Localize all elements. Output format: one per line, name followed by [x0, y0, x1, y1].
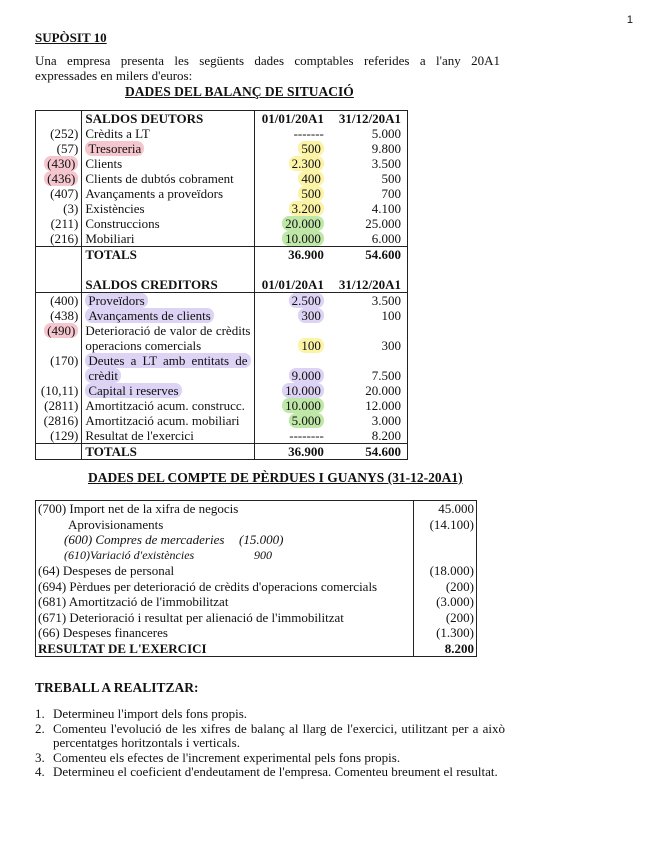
pl-label: (681) Amortització de l'immobilitzat — [38, 594, 229, 609]
spacer-row — [36, 262, 408, 277]
account-label: Clients — [85, 156, 123, 171]
pl-total-row — [36, 641, 477, 657]
balance-row — [36, 323, 408, 338]
balance-row — [36, 216, 408, 231]
account-label: Clients de dubtós cobrament — [85, 171, 234, 186]
value-closing: 3.000 — [371, 413, 401, 428]
value-opening: 400 — [298, 171, 324, 186]
pl-amount: (200) — [414, 610, 477, 626]
balance-row-cont — [36, 368, 408, 383]
value-opening: 2.300 — [289, 156, 324, 171]
account-code: (57) — [56, 141, 79, 156]
account-code: (438) — [50, 308, 79, 323]
totals-row — [36, 444, 408, 460]
account-code: (2811) — [44, 398, 79, 413]
value-opening: ------- — [293, 126, 324, 141]
value-closing: 9.800 — [371, 141, 401, 156]
account-code: (252) — [50, 126, 79, 141]
account-code: (3) — [63, 201, 79, 216]
pl-amount: 45.000 — [414, 501, 477, 517]
account-label: Capital i reserves — [85, 383, 181, 398]
account-label: crèdit — [85, 368, 121, 383]
account-label: Tresoreria — [85, 141, 144, 156]
pl-label: RESULTAT DE L'EXERCICI — [38, 640, 207, 656]
account-label: Deutes a LT amb entitats de — [85, 353, 250, 368]
account-label: Deterioració de valor de crèdits — [85, 323, 251, 338]
pl-row — [36, 625, 477, 641]
balance-row — [36, 308, 408, 323]
pl-label: (600) Compres de mercaderies — [64, 532, 225, 547]
task-item — [35, 707, 505, 722]
account-label: Construccions — [85, 216, 160, 231]
pl-row — [36, 517, 477, 533]
pl-row — [36, 563, 477, 579]
balance-row — [36, 201, 408, 216]
value-closing: 12.000 — [365, 398, 401, 413]
balance-row — [36, 156, 408, 171]
pl-amount: (1.300) — [414, 625, 477, 641]
task-text: Determineu l'import dels fons propis. — [53, 706, 248, 721]
balance-sheet-table — [35, 110, 408, 460]
task-number: 1. — [35, 706, 45, 721]
value-opening: 10.000 — [282, 398, 324, 413]
page-number: 1 — [626, 14, 633, 26]
pl-amount: (3.000) — [414, 594, 477, 610]
balance-row — [36, 293, 408, 309]
task-text: Comenteu els efectes de l'increment experimental pels fons propis. — [53, 749, 401, 765]
value-opening: 500 — [298, 186, 324, 201]
totals-label: TOTALS — [85, 444, 137, 459]
pl-row — [36, 548, 477, 564]
account-code: (2816) — [43, 413, 79, 428]
total-closing: 54.600 — [365, 444, 401, 459]
column-date: 31/12/20A1 — [338, 277, 401, 292]
value-closing: 8.200 — [371, 428, 401, 443]
pl-heading: DADES DEL COMPTE DE PÈRDUES I GUANYS (31-12-20A1) — [88, 470, 463, 485]
value-closing: 100 — [381, 308, 401, 323]
account-code: (170) — [50, 353, 79, 368]
account-label: Existències — [85, 201, 145, 216]
total-closing: 54.600 — [365, 247, 401, 262]
balance-row — [36, 231, 408, 247]
value-opening: 10.000 — [282, 231, 324, 246]
balance-heading: DADES DEL BALANÇ DE SITUACIÓ — [125, 84, 354, 99]
pl-amount: (14.100) — [414, 517, 477, 533]
pl-label: (700) Import net de la xifra de negocis — [38, 501, 239, 516]
pl-label: (66) Despeses financeres — [38, 625, 168, 640]
exercise-title: SUPÒSIT 10 — [35, 30, 107, 45]
balance-row — [36, 186, 408, 201]
column-date: 31/12/20A1 — [338, 111, 401, 126]
value-closing: 3.500 — [371, 156, 401, 171]
value-opening: 5.000 — [289, 413, 324, 428]
account-code: (400) — [50, 293, 79, 308]
account-code: (10,11) — [40, 383, 79, 398]
account-label: Amortització acum. mobiliari — [85, 413, 240, 428]
pl-label: (671) Deterioració i resultat per alienació de l'immobilitzat — [38, 609, 344, 625]
value-opening: 500 — [298, 141, 324, 156]
account-label: Amortització acum. construcc. — [85, 398, 245, 413]
value-closing: 6.000 — [371, 231, 401, 246]
account-label: Avançaments a proveïdors — [85, 186, 223, 201]
task-text: Determineu el coeficient d'endeutament de l'empresa. Comenteu breument el resultat. — [53, 764, 498, 779]
account-label: Mobiliari — [85, 231, 135, 246]
pl-label: Aprovisionaments — [68, 516, 164, 532]
value-opening: 2.500 — [289, 293, 324, 308]
intro-text: Una empresa presenta les següents dades comptables referides a l'any 20A1 — [35, 53, 500, 68]
pl-label: (610)Variació d'existències — [64, 547, 195, 562]
column-date: 01/01/20A1 — [261, 277, 324, 292]
value-closing: 5.000 — [371, 126, 401, 141]
account-code: (436) — [44, 171, 78, 186]
section-header-row — [36, 111, 408, 127]
account-code: (490) — [44, 323, 78, 338]
account-label: Proveïdors — [85, 293, 147, 308]
account-code: (211) — [50, 216, 79, 231]
section-header: SALDOS DEUTORS — [85, 111, 204, 126]
pl-label: (694) Pèrdues per deterioració de crèdits d'operacions comercials — [38, 578, 378, 594]
value-closing: 25.000 — [365, 216, 401, 231]
totals-row — [36, 247, 408, 263]
balance-row — [36, 398, 408, 413]
balance-row-cont — [36, 338, 408, 353]
task-number: 3. — [35, 749, 45, 765]
pl-row — [36, 594, 477, 610]
value-opening: -------- — [289, 428, 324, 443]
balance-row — [36, 383, 408, 398]
totals-label: TOTALS — [85, 247, 137, 262]
task-item — [35, 722, 505, 751]
value-closing: 3.500 — [371, 293, 401, 308]
value-closing: 4.100 — [371, 201, 401, 216]
value-opening: 20.000 — [282, 216, 324, 231]
pl-row — [36, 532, 477, 548]
task-item — [35, 751, 505, 766]
balance-row — [36, 141, 408, 156]
tasks-list — [35, 707, 505, 780]
pl-sub-amount: (15.000) — [239, 532, 284, 547]
value-opening: 300 — [298, 308, 324, 323]
balance-row — [36, 413, 408, 428]
pl-amount: 8.200 — [414, 641, 477, 657]
section-header-row — [36, 277, 408, 293]
value-opening: 100 — [298, 338, 324, 353]
value-opening: 3.200 — [289, 201, 324, 216]
account-label: Crèdits a LT — [85, 126, 150, 141]
pl-sub-amount: 900 — [254, 547, 272, 562]
total-opening: 36.900 — [288, 444, 324, 459]
value-opening: 9.000 — [289, 368, 324, 383]
account-label: Avançaments de clients — [85, 308, 214, 323]
column-date: 01/01/20A1 — [261, 111, 324, 126]
account-code: (430) — [44, 156, 78, 171]
account-code: (129) — [50, 428, 79, 443]
balance-row — [36, 126, 408, 141]
tasks-heading: TREBALL A REALITZAR: — [35, 680, 199, 695]
pl-row — [36, 579, 477, 595]
pl-label: (64) Despeses de personal — [38, 563, 175, 578]
pl-amount: (18.000) — [414, 563, 477, 579]
account-label: operacions comercials — [85, 338, 202, 353]
value-closing: 7.500 — [371, 368, 401, 383]
task-number: 2. — [35, 720, 45, 736]
value-opening: 10.000 — [282, 383, 324, 398]
balance-row — [36, 428, 408, 444]
task-item — [35, 765, 505, 780]
account-code: (407) — [50, 186, 79, 201]
section-header: SALDOS CREDITORS — [85, 277, 218, 292]
account-label: Resultat de l'exercici — [85, 428, 194, 443]
task-text: Comenteu l'evolució de les xifres de balanç al llarg de l'exercici, utilitzant per a això percentatges horitzontals i verticals. — [53, 720, 505, 750]
account-code: (216) — [50, 231, 79, 246]
total-opening: 36.900 — [288, 247, 324, 262]
pl-row — [36, 501, 477, 517]
task-number: 4. — [35, 764, 45, 779]
intro-text-2: expressades en milers d'euros: — [35, 68, 193, 83]
pl-row — [36, 610, 477, 626]
value-closing: 20.000 — [365, 383, 401, 398]
value-closing: 500 — [381, 171, 401, 186]
pl-amount: (200) — [414, 579, 477, 595]
value-closing: 300 — [381, 338, 401, 353]
balance-row — [36, 353, 408, 368]
value-closing: 700 — [381, 186, 401, 201]
profit-loss-table — [35, 500, 477, 657]
balance-row — [36, 171, 408, 186]
